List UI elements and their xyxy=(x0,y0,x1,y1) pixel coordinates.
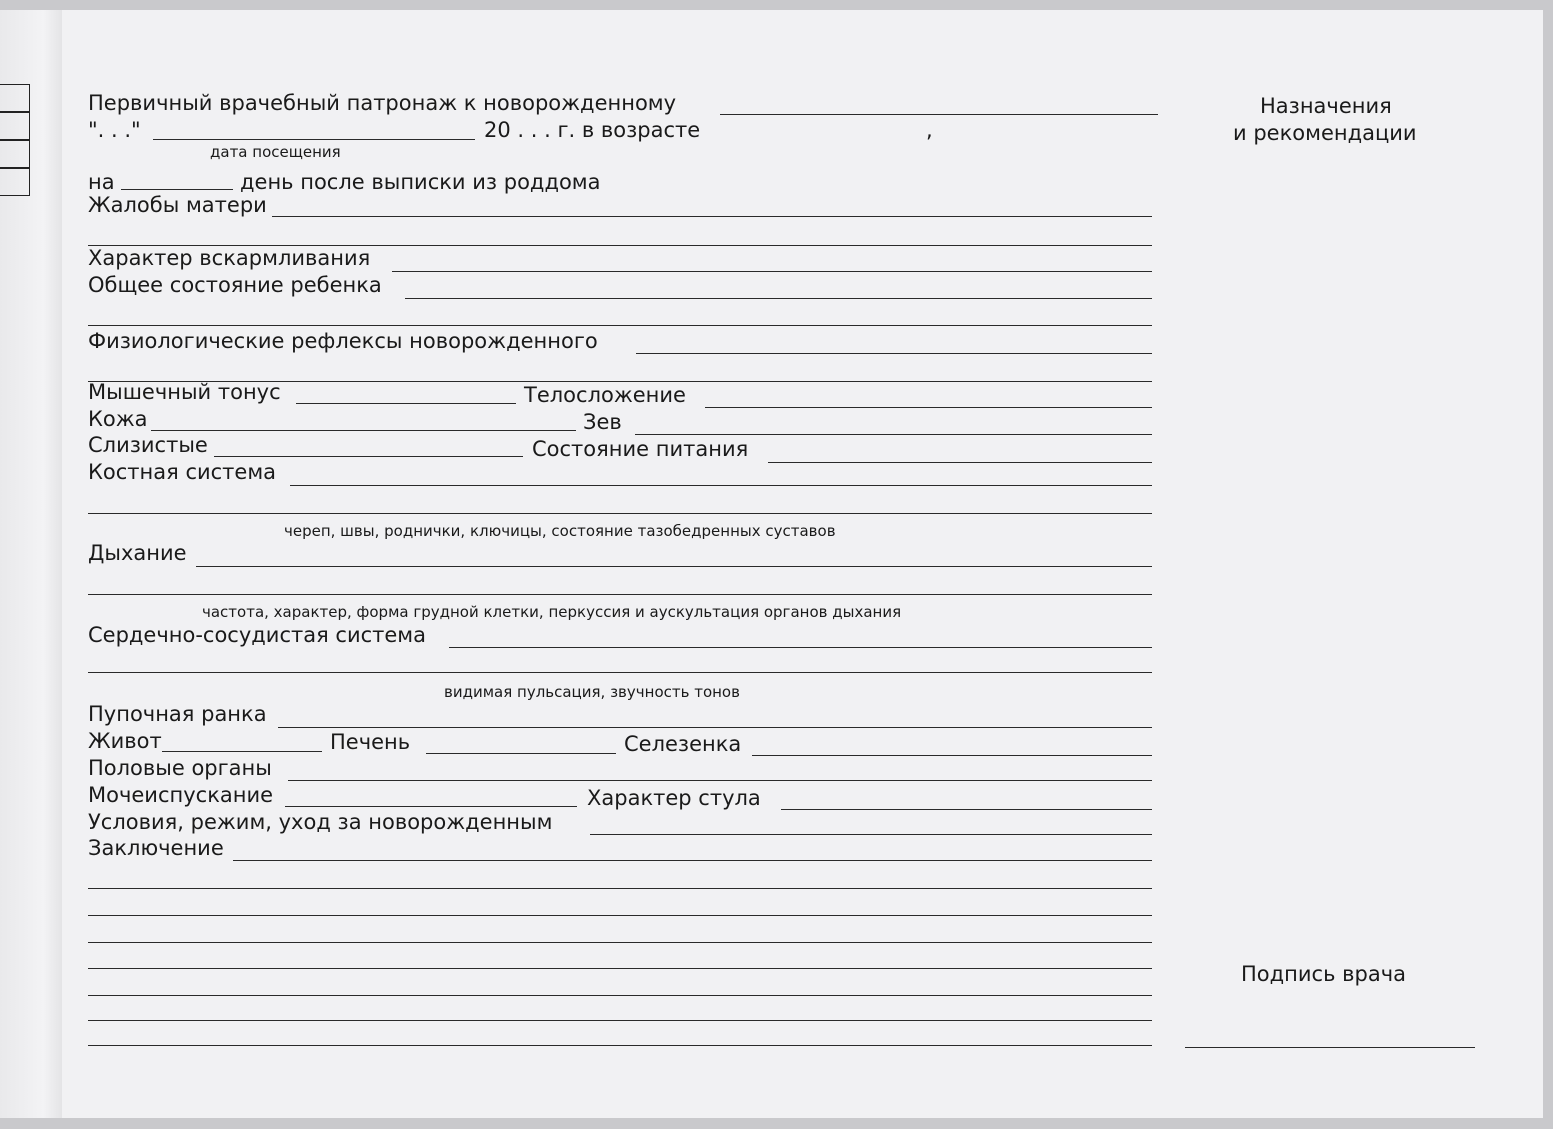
conclusion-line-4[interactable] xyxy=(88,942,1152,943)
form-title: Первичный врачебный патронаж к новорожденному xyxy=(88,91,677,115)
signature-line[interactable] xyxy=(1185,1047,1475,1048)
breathing-hint: частота, характер, форма грудной клетки, перкуссия и аускультация органов дыхания xyxy=(202,603,902,621)
date-hint: дата посещения xyxy=(210,143,341,161)
general-state-line-2[interactable] xyxy=(88,325,1152,326)
belly-line[interactable] xyxy=(162,751,322,752)
recommendations-heading-1: Назначения xyxy=(1260,94,1392,118)
care-label: Условия, режим, уход за новорожденным xyxy=(88,810,553,834)
edge-tab-3 xyxy=(0,140,30,168)
spleen-line[interactable] xyxy=(752,755,1152,756)
nutrition-line[interactable] xyxy=(768,462,1152,463)
bones-line-2[interactable] xyxy=(88,513,1152,514)
throat-label: Зев xyxy=(583,410,622,434)
edge-tab-4 xyxy=(0,168,30,196)
navel-label: Пупочная ранка xyxy=(88,702,267,726)
cardio-hint: видимая пульсация, звучность тонов xyxy=(444,683,740,701)
liver-label: Печень xyxy=(330,730,411,754)
breathing-line-2[interactable] xyxy=(88,594,1152,595)
edge-tab-2 xyxy=(0,112,30,140)
urination-label: Мочеиспускание xyxy=(88,783,274,807)
liver-line[interactable] xyxy=(426,753,616,754)
muscle-tone-label: Мышечный тонус xyxy=(88,380,281,404)
genitals-label: Половые органы xyxy=(88,756,272,780)
conclusion-line[interactable] xyxy=(233,860,1152,861)
throat-line[interactable] xyxy=(635,434,1152,435)
skin-label: Кожа xyxy=(88,407,148,431)
breathing-label: Дыхание xyxy=(88,541,187,565)
navel-line[interactable] xyxy=(278,727,1152,728)
signature-label: Подпись врача xyxy=(1241,962,1406,986)
cardio-line-2[interactable] xyxy=(88,672,1152,673)
nutrition-label: Состояние питания xyxy=(532,437,749,461)
build-line[interactable] xyxy=(705,407,1152,408)
age-comma: , xyxy=(926,118,933,142)
date-line[interactable] xyxy=(153,139,475,140)
feeding-label: Характер вскармливания xyxy=(88,246,371,270)
spleen-label: Селезенка xyxy=(624,732,742,756)
title-line[interactable] xyxy=(720,114,1158,115)
general-state-label: Общее состояние ребенка xyxy=(88,273,382,297)
urination-line[interactable] xyxy=(285,806,577,807)
conclusion-line-3[interactable] xyxy=(88,915,1152,916)
form-sheet xyxy=(0,10,1543,1118)
skin-line[interactable] xyxy=(151,430,576,431)
conclusion-label: Заключение xyxy=(88,836,224,860)
conclusion-line-5[interactable] xyxy=(88,968,1152,969)
care-line[interactable] xyxy=(590,834,1152,835)
recommendations-heading-2: и рекомендации xyxy=(1233,121,1417,145)
reflexes-line[interactable] xyxy=(636,353,1152,354)
bones-label: Костная система xyxy=(88,460,277,484)
build-label: Телосложение xyxy=(524,383,686,407)
breathing-line[interactable] xyxy=(196,566,1152,567)
mucous-label: Слизистые xyxy=(88,433,208,457)
complaints-line[interactable] xyxy=(272,216,1152,217)
mucous-line[interactable] xyxy=(214,456,523,457)
bones-hint: череп, швы, роднички, ключицы, состояние тазобедренных суставов xyxy=(284,522,836,540)
day-prefix: на xyxy=(88,170,115,194)
year-label: 20 . . . г. в возрасте xyxy=(484,118,701,142)
reflexes-label: Физиологические рефлексы новорожденного xyxy=(88,329,598,353)
stool-line[interactable] xyxy=(781,809,1152,810)
muscle-tone-line[interactable] xyxy=(296,403,516,404)
day-line[interactable] xyxy=(121,189,233,190)
day-suffix: день после выписки из роддома xyxy=(240,170,601,194)
cardio-line[interactable] xyxy=(449,647,1152,648)
conclusion-line-8[interactable] xyxy=(88,1045,1152,1046)
date-quote: ". . ." xyxy=(88,118,141,142)
bones-line[interactable] xyxy=(290,485,1152,486)
conclusion-line-6[interactable] xyxy=(88,995,1152,996)
general-state-line[interactable] xyxy=(405,298,1152,299)
complaints-label: Жалобы матери xyxy=(88,193,267,217)
feeding-line[interactable] xyxy=(392,271,1152,272)
conclusion-line-2[interactable] xyxy=(88,888,1152,889)
stool-label: Характер стула xyxy=(587,786,761,810)
genitals-line[interactable] xyxy=(288,780,1152,781)
conclusion-line-7[interactable] xyxy=(88,1020,1152,1021)
edge-tab-1 xyxy=(0,84,30,112)
cardio-label: Сердечно-сосудистая система xyxy=(88,623,427,647)
belly-label: Живот xyxy=(88,729,162,753)
